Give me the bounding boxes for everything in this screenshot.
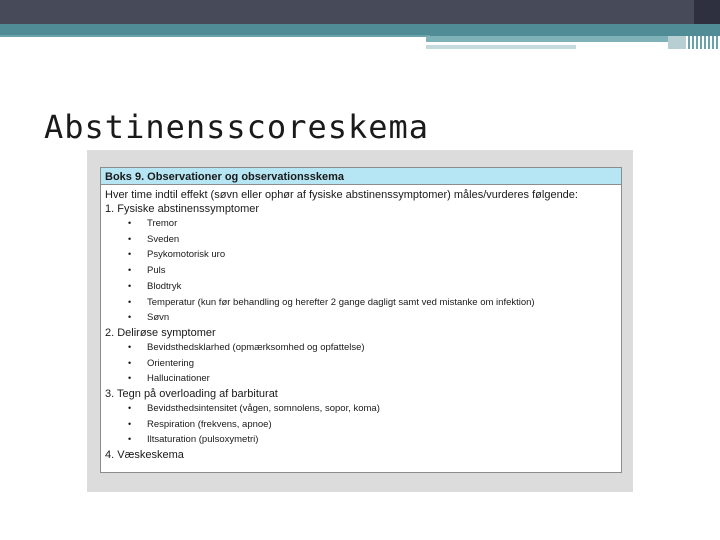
scanned-box-image (87, 150, 633, 492)
bullet-icon: • (128, 280, 132, 291)
list-item (101, 232, 621, 248)
list-item (101, 432, 621, 448)
observation-box (100, 167, 622, 473)
slide-top-bar (0, 0, 720, 24)
list-item (101, 356, 621, 372)
slide-teal-band (0, 24, 720, 36)
bullet-icon: • (128, 357, 132, 368)
list-item-text: Hallucinationer (147, 373, 210, 385)
list-item-text: Sveden (147, 233, 180, 245)
section-list (101, 340, 621, 387)
section-title: 4. Væskeskema (105, 449, 184, 462)
list-item-text: Temperatur (kun før behandling og herefter 2 gange dagligt samt ved mistanke om infektion) (147, 296, 535, 308)
bullet-icon: • (128, 434, 132, 445)
bullet-icon: • (128, 249, 132, 260)
list-item-text: Søvn (147, 312, 170, 324)
list-item-text: Respiration (frekvens, apnoe) (147, 418, 272, 430)
accent-block (668, 36, 686, 49)
list-item-text: Iltsaturation (pulsoxymetri) (147, 434, 259, 446)
list-item (101, 417, 621, 433)
bullet-icon: • (128, 403, 132, 414)
list-item (101, 371, 621, 387)
list-item (101, 401, 621, 417)
section-title: 1. Fysiske abstinenssymptomer (105, 203, 260, 215)
slide-accent-stripes (426, 36, 720, 50)
list-item-text: Orientering (147, 357, 194, 369)
list-item-text: Blodtryk (147, 280, 182, 292)
slide-title: Abstinensscoreskema (44, 108, 430, 146)
teal-band-line (0, 35, 430, 37)
list-item (101, 340, 621, 356)
list-item (101, 216, 621, 232)
bullet-icon: • (128, 296, 132, 307)
section-title: 3. Tegn på overloading af barbiturat (105, 388, 278, 401)
bullet-icon: • (128, 341, 132, 352)
list-item (101, 310, 621, 326)
list-item-text: Bevidsthedsklarhed (opmærksomhed og opfattelse) (147, 341, 365, 353)
bullet-icon: • (128, 265, 132, 276)
list-item (101, 295, 621, 311)
section-title: 2. Delirøse symptomer (105, 326, 216, 339)
box-sections (101, 202, 621, 462)
section-list (101, 401, 621, 448)
list-item-text: Psykomotorisk uro (147, 249, 226, 261)
bullet-icon: • (128, 312, 132, 323)
bullet-icon: • (128, 373, 132, 384)
section-list (101, 216, 621, 326)
bullet-icon: • (128, 233, 132, 244)
box-header: Boks 9. Observationer og observationsskema (101, 168, 621, 185)
accent-stripe (426, 36, 682, 42)
box-intro: Hver time indtil effekt (søvn eller ophør af fysiske abstinenssymptomer) måles/vurderes følgende: (105, 189, 578, 201)
accent-dots (688, 36, 720, 49)
list-item (101, 279, 621, 295)
list-item-text: Puls (147, 265, 166, 277)
list-item (101, 263, 621, 279)
bullet-icon: • (128, 418, 132, 429)
list-item-text: Tremor (147, 218, 178, 229)
bullet-icon: • (128, 218, 132, 228)
list-item (101, 247, 621, 263)
top-bar-corner (694, 0, 720, 24)
list-item-text: Bevidsthedsintensitet (vågen, somnolens, sopor, koma) (147, 403, 380, 415)
accent-stripe (426, 45, 576, 49)
